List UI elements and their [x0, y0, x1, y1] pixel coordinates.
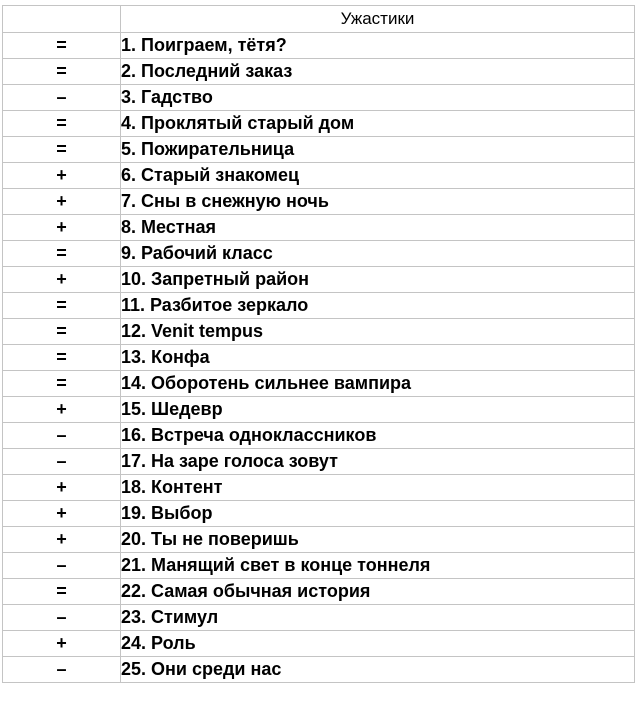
story-title-cell[interactable]: 17. На заре голоса зовут — [121, 449, 635, 475]
story-title-cell[interactable]: 24. Роль — [121, 631, 635, 657]
table-row — [3, 85, 635, 111]
story-title-cell[interactable]: 12. Venit tempus — [121, 319, 635, 345]
story-title-cell[interactable]: 10. Запретный район — [121, 267, 635, 293]
header-title-cell[interactable]: Ужастики — [121, 6, 635, 33]
table-row — [3, 189, 635, 215]
table-row — [3, 319, 635, 345]
rating-mark-cell[interactable]: = — [3, 319, 121, 345]
story-title-cell[interactable]: 7. Сны в снежную ночь — [121, 189, 635, 215]
story-title-cell[interactable]: 2. Последний заказ — [121, 59, 635, 85]
rating-mark-cell[interactable]: – — [3, 605, 121, 631]
story-title-cell[interactable]: 23. Стимул — [121, 605, 635, 631]
table-row — [3, 449, 635, 475]
story-title-cell[interactable]: 11. Разбитое зеркало — [121, 293, 635, 319]
table-row — [3, 241, 635, 267]
story-title-cell[interactable]: 22. Самая обычная история — [121, 579, 635, 605]
rating-mark-cell[interactable]: = — [3, 33, 121, 59]
table-row — [3, 579, 635, 605]
story-title-cell[interactable]: 4. Проклятый старый дом — [121, 111, 635, 137]
rating-mark-cell[interactable]: = — [3, 293, 121, 319]
table-body — [3, 33, 635, 683]
table-row — [3, 33, 635, 59]
story-title-cell[interactable]: 8. Местная — [121, 215, 635, 241]
rating-mark-cell[interactable]: – — [3, 423, 121, 449]
table-row — [3, 59, 635, 85]
rating-mark-cell[interactable]: + — [3, 397, 121, 423]
rating-mark-cell[interactable]: + — [3, 527, 121, 553]
story-title-cell[interactable]: 13. Конфа — [121, 345, 635, 371]
table-row — [3, 501, 635, 527]
rating-mark-cell[interactable]: = — [3, 59, 121, 85]
story-title-cell[interactable]: 5. Пожирательница — [121, 137, 635, 163]
story-title-cell[interactable]: 15. Шедевр — [121, 397, 635, 423]
rating-mark-cell[interactable]: = — [3, 371, 121, 397]
rating-mark-cell[interactable]: + — [3, 475, 121, 501]
story-title-cell[interactable]: 16. Встреча одноклассников — [121, 423, 635, 449]
rating-mark-cell[interactable]: – — [3, 657, 121, 683]
rating-mark-cell[interactable]: + — [3, 631, 121, 657]
table-row — [3, 631, 635, 657]
table-row — [3, 371, 635, 397]
table-row — [3, 293, 635, 319]
table-row — [3, 423, 635, 449]
story-title-cell[interactable]: 21. Манящий свет в конце тоннеля — [121, 553, 635, 579]
table-row — [3, 111, 635, 137]
rating-mark-cell[interactable]: + — [3, 189, 121, 215]
story-title-cell[interactable]: 20. Ты не поверишь — [121, 527, 635, 553]
table-row — [3, 267, 635, 293]
table-row — [3, 397, 635, 423]
table-row — [3, 215, 635, 241]
story-title-cell[interactable]: 18. Контент — [121, 475, 635, 501]
story-title-cell[interactable]: 14. Оборотень сильнее вампира — [121, 371, 635, 397]
table-row — [3, 657, 635, 683]
story-title-cell[interactable]: 6. Старый знакомец — [121, 163, 635, 189]
rating-mark-cell[interactable]: = — [3, 111, 121, 137]
story-title-cell[interactable]: 19. Выбор — [121, 501, 635, 527]
rating-mark-cell[interactable]: = — [3, 345, 121, 371]
rating-mark-cell[interactable]: = — [3, 579, 121, 605]
rating-mark-cell[interactable]: + — [3, 215, 121, 241]
rating-mark-cell[interactable]: = — [3, 241, 121, 267]
rating-mark-cell[interactable]: – — [3, 449, 121, 475]
rating-mark-cell[interactable]: + — [3, 163, 121, 189]
table-row — [3, 605, 635, 631]
spreadsheet-table — [2, 5, 635, 683]
table-row — [3, 553, 635, 579]
story-title-cell[interactable]: 3. Гадство — [121, 85, 635, 111]
rating-mark-cell[interactable]: + — [3, 267, 121, 293]
header-mark-cell[interactable] — [3, 6, 121, 33]
table-row — [3, 475, 635, 501]
header-row — [3, 6, 635, 33]
rating-mark-cell[interactable]: + — [3, 501, 121, 527]
rating-mark-cell[interactable]: – — [3, 85, 121, 111]
story-title-cell[interactable]: 1. Поиграем, тётя? — [121, 33, 635, 59]
table-row — [3, 137, 635, 163]
story-title-cell[interactable]: 9. Рабочий класс — [121, 241, 635, 267]
story-title-cell[interactable]: 25. Они среди нас — [121, 657, 635, 683]
table-row — [3, 163, 635, 189]
table-row — [3, 527, 635, 553]
rating-mark-cell[interactable]: = — [3, 137, 121, 163]
rating-mark-cell[interactable]: – — [3, 553, 121, 579]
table-row — [3, 345, 635, 371]
